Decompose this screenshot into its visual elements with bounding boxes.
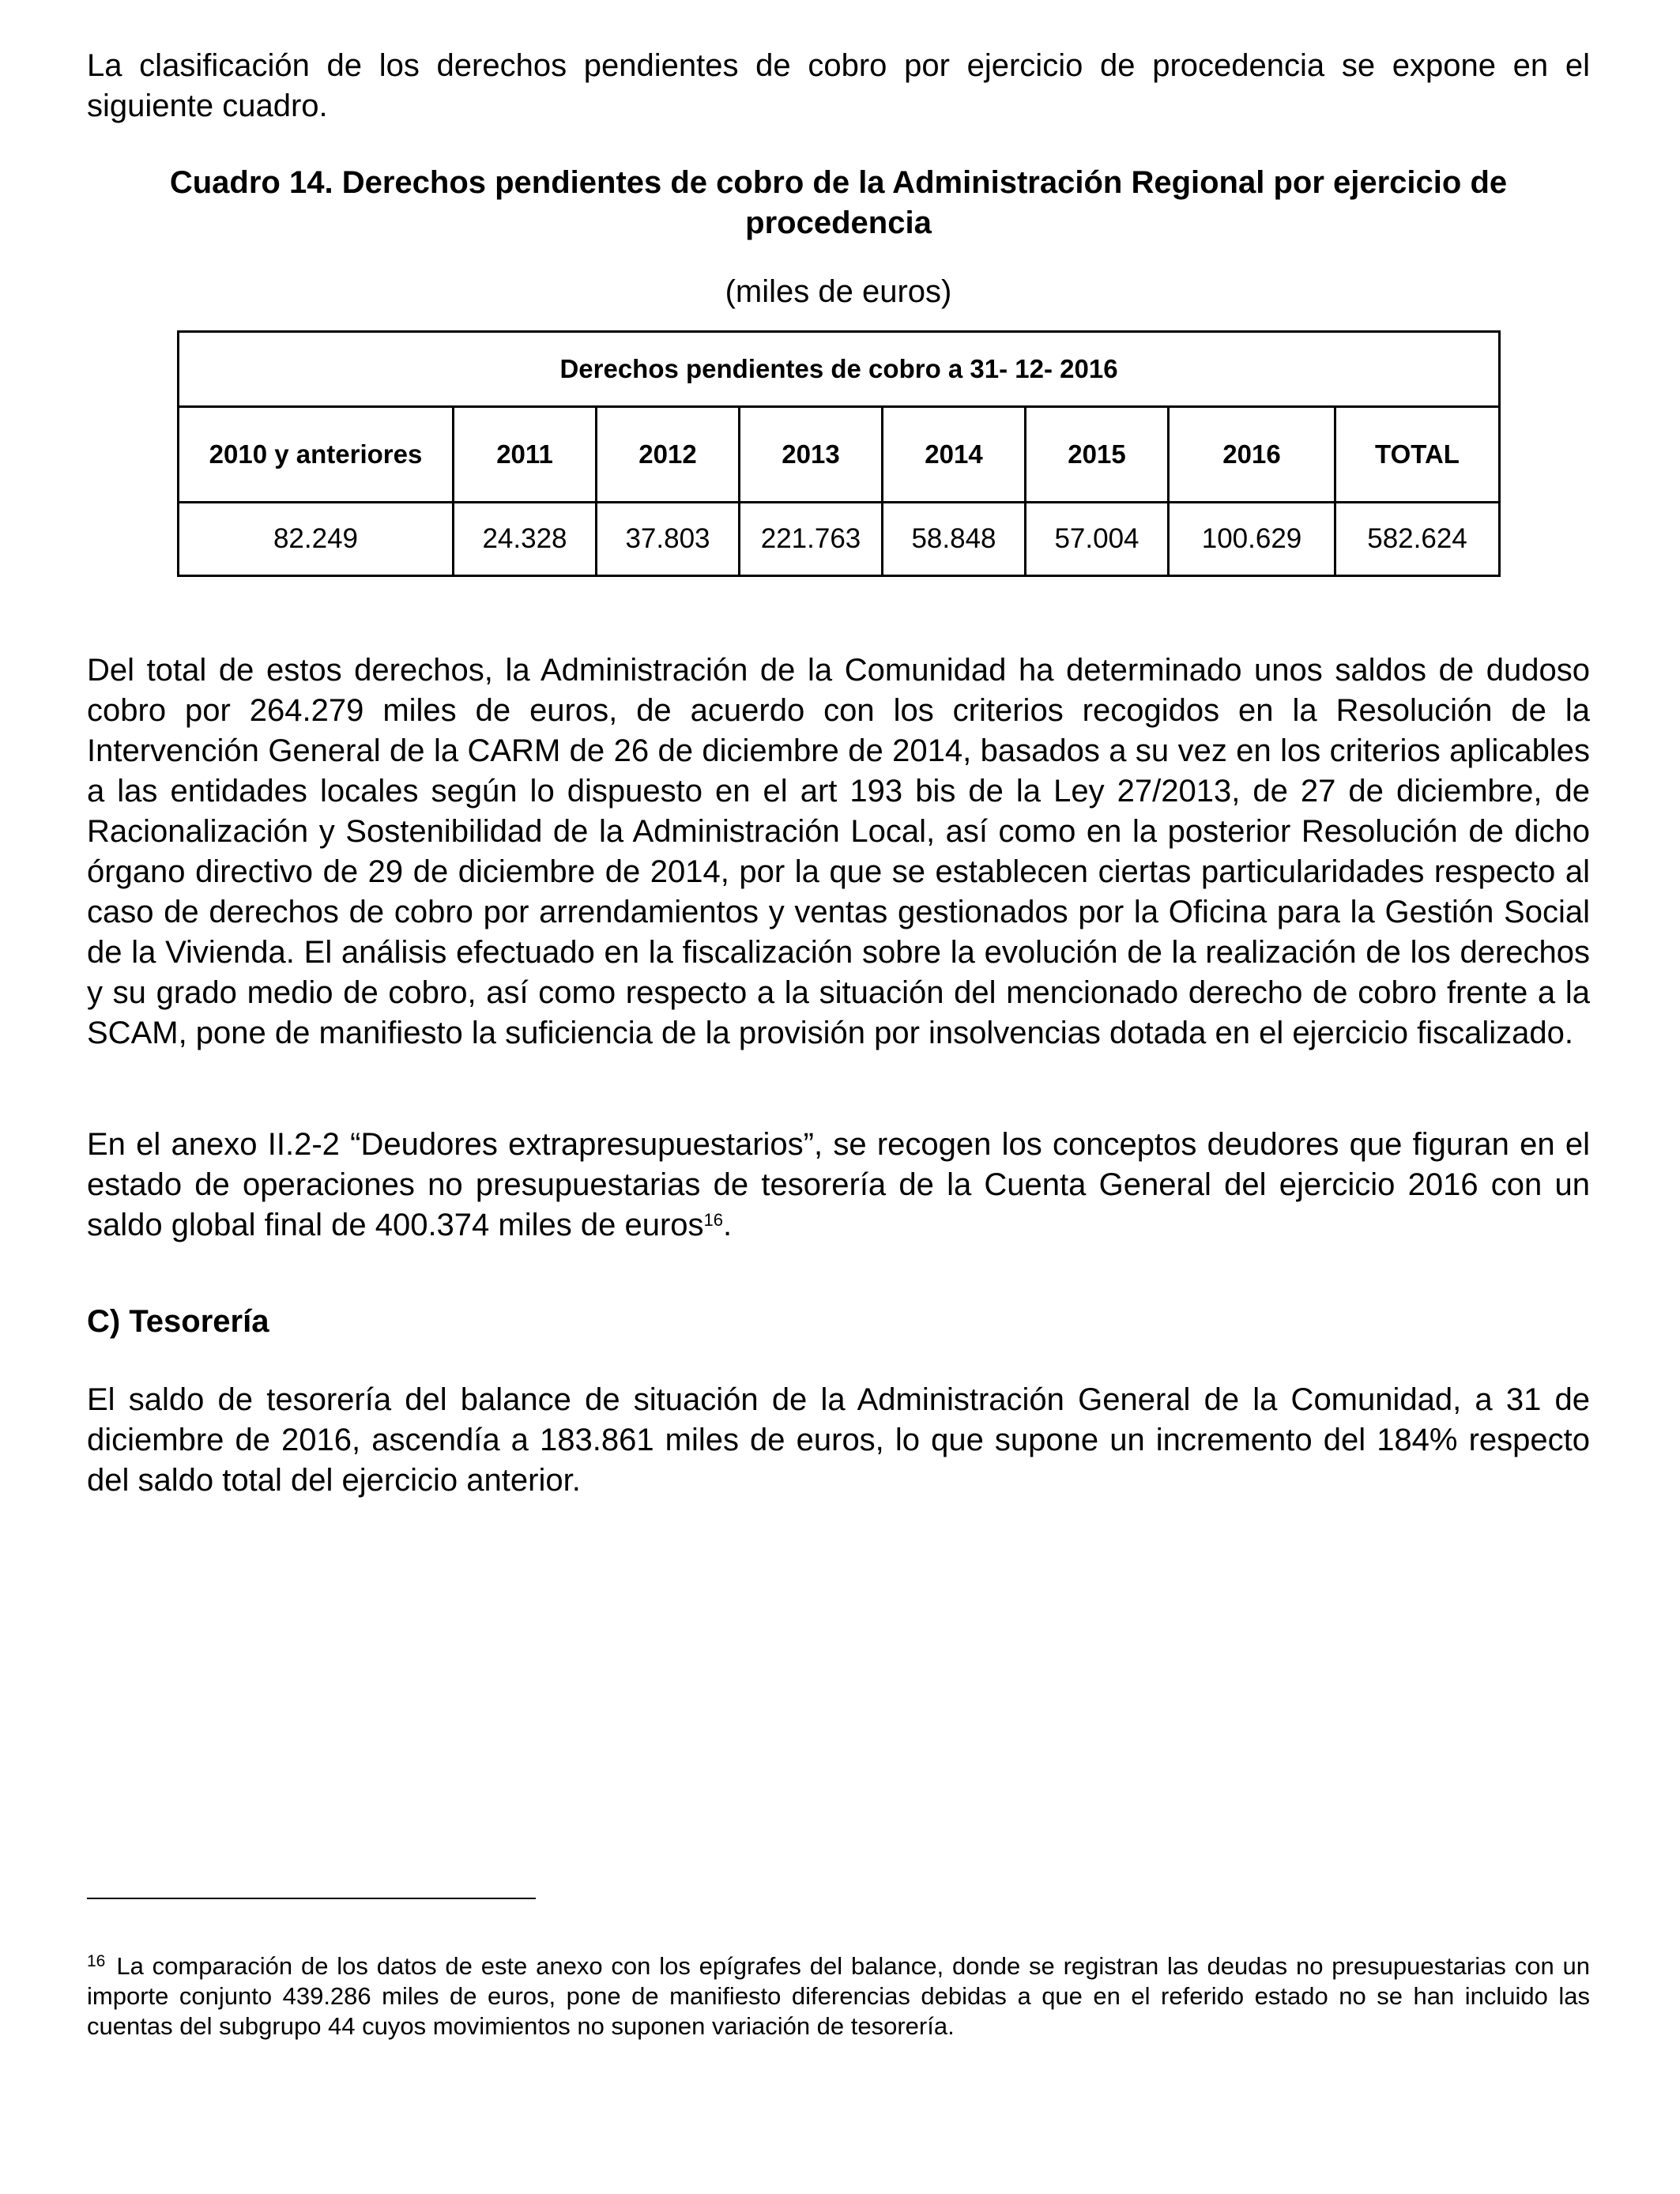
table-super-header: Derechos pendientes de cobro a 31- 12- 2016 <box>179 332 1500 407</box>
footnote-text: La comparación de los datos de este anexo con los epígrafes del balance, donde se registran las deudas no presupuestarias con un importe conjunto 439.286 miles de euros, pone de manifiesto diferencias debidas a que en el referido estado no se han incluido las cuentas del subgrupo 44 cuyos movimientos no suponen variación de tesorería. <box>87 1952 1590 2040</box>
footnote-separator <box>87 1898 536 1899</box>
table-cell: 58.848 <box>883 503 1026 576</box>
table-cell: 37.803 <box>597 503 740 576</box>
column-header-total: TOTAL <box>1335 407 1500 503</box>
paragraph-text: En el anexo II.2-2 “Deudores extrapresupuestarios”, se recogen los conceptos deudores que figuran en el estado de operaciones no presupuestarias de tesorería de la Cuenta General del ejercicio 2016 con un saldo global final de 400.374 miles de euros <box>87 1127 1590 1242</box>
paragraph-end: . <box>723 1208 733 1242</box>
section-heading: C) Tesorería <box>87 1304 269 1339</box>
table-row <box>179 503 1500 576</box>
table-cell: 24.328 <box>454 503 597 576</box>
footnote-reference[interactable]: 16 <box>703 1210 724 1230</box>
table-cell: 221.763 <box>740 503 883 576</box>
column-header: 2010 y anteriores <box>179 407 454 503</box>
table-caption: Cuadro 14. Derechos pendientes de cobro de la Administración Regional por ejercicio de procedencia <box>169 165 1508 240</box>
footnote-number: 16 <box>87 1952 106 1970</box>
table-cell: 57.004 <box>1026 503 1169 576</box>
column-header: 2015 <box>1026 407 1169 503</box>
body-paragraph-doubtful-collection: Del total de estos derechos, la Administración de la Comunidad ha determinado unos saldos de dudoso cobro por 264.279 miles de euros, de acuerdo con los criterios recogidos en la Resolución de la Intervención General de la CARM de 26 de diciembre de 2014, basados a su vez en los criterios aplicables a las entidades locales según lo dispuesto en el art 193 bis de la Ley 27/2013, de 27 de diciembre, de Racionalización y Sostenibilidad de la Administración Local, así como en la posterior Resolución de dicho órgano directivo de 29 de diciembre de 2014, por la que se establecen ciertas particularidades respecto al caso de derechos de cobro por arrendamientos y ventas gestionados por la Oficina para la Gestión Social de la Vivienda. El análisis efectuado en la fiscalización sobre la evolución de la realización de los derechos y su grado medio de cobro, así como respecto a la situación del mencionado derecho de cobro frente a la SCAM, pone de manifiesto la suficiencia de la provisión por insolvencias dotada en el ejercicio fiscalizado. <box>87 653 1590 1050</box>
table-cell: 100.629 <box>1169 503 1335 576</box>
receivables-table <box>177 330 1501 577</box>
column-header: 2012 <box>597 407 740 503</box>
body-paragraph-extrabudgetary-debtors <box>87 1125 1590 1246</box>
column-header: 2014 <box>883 407 1026 503</box>
column-header: 2011 <box>454 407 597 503</box>
footnote <box>87 1951 1590 2041</box>
table-units: (miles de euros) <box>725 274 952 309</box>
column-header: 2016 <box>1169 407 1335 503</box>
column-header: 2013 <box>740 407 883 503</box>
table-cell: 82.249 <box>179 503 454 576</box>
intro-paragraph: La clasificación de los derechos pendientes de cobro por ejercicio de procedencia se expone en el siguiente cuadro. <box>87 48 1590 123</box>
table-cell-total: 582.624 <box>1335 503 1500 576</box>
body-paragraph-treasury: El saldo de tesorería del balance de situación de la Administración General de la Comunidad, a 31 de diciembre de 2016, ascendía a 183.861 miles de euros, lo que supone un incremento del 184% respecto del saldo total del ejercicio anterior. <box>87 1382 1590 1498</box>
